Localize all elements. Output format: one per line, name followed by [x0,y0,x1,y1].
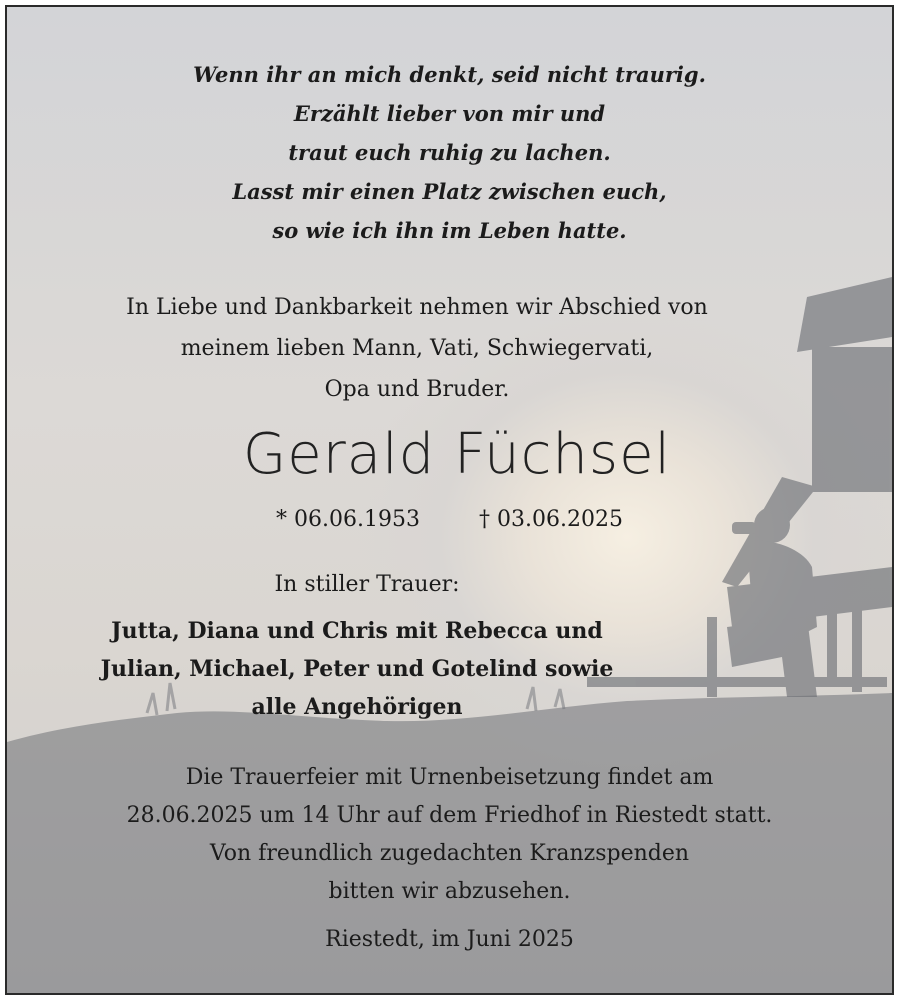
mourners-list [7,612,707,726]
obituary-card [5,5,894,995]
notice-line: 28.06.2025 um 14 Uhr auf dem Friedhof in Riestedt statt. [126,803,773,828]
mourners-line: Jutta, Diana und Chris mit Rebecca und [111,618,603,644]
notice-line: Die Trauerfeier mit Urnenbeisetzung findet am [185,765,714,790]
death-date: † 03.06.2025 [479,507,623,532]
intro-line: meinem lieben Mann, Vati, Schwiegervati, [180,336,654,361]
funeral-notice [7,759,892,911]
deceased-name: Gerald Füchsel [242,422,672,487]
poem-line: so wie ich ihn im Leben hatte. [272,218,627,243]
notice-line: bitten wir abzusehen. [328,879,571,904]
notice-line: Von freundlich zugedachten Kranzspenden [209,841,690,866]
poem-line: Erzählt lieber von mir und [293,101,606,126]
mourners-line: Julian, Michael, Peter und Gotelind sowie [100,656,614,682]
intro-line: In Liebe und Dankbarkeit nehmen wir Abschied von [126,295,708,320]
poem-line: traut euch ruhig zu lachen. [288,140,611,165]
poem-line: Wenn ihr an mich denkt, seid nicht traurig. [193,62,706,87]
intro-text [7,287,827,410]
birth-date: * 06.06.1953 [276,507,420,532]
intro-line: Opa und Bruder. [324,377,510,402]
mourners-heading: In stiller Trauer: [274,572,460,597]
poem [7,55,892,250]
place-and-date: Riestedt, im Juni 2025 [325,927,574,952]
life-dates [7,507,892,532]
mourners-line: alle Angehörigen [251,694,463,720]
poem-line: Lasst mir einen Platz zwischen euch, [232,179,667,204]
